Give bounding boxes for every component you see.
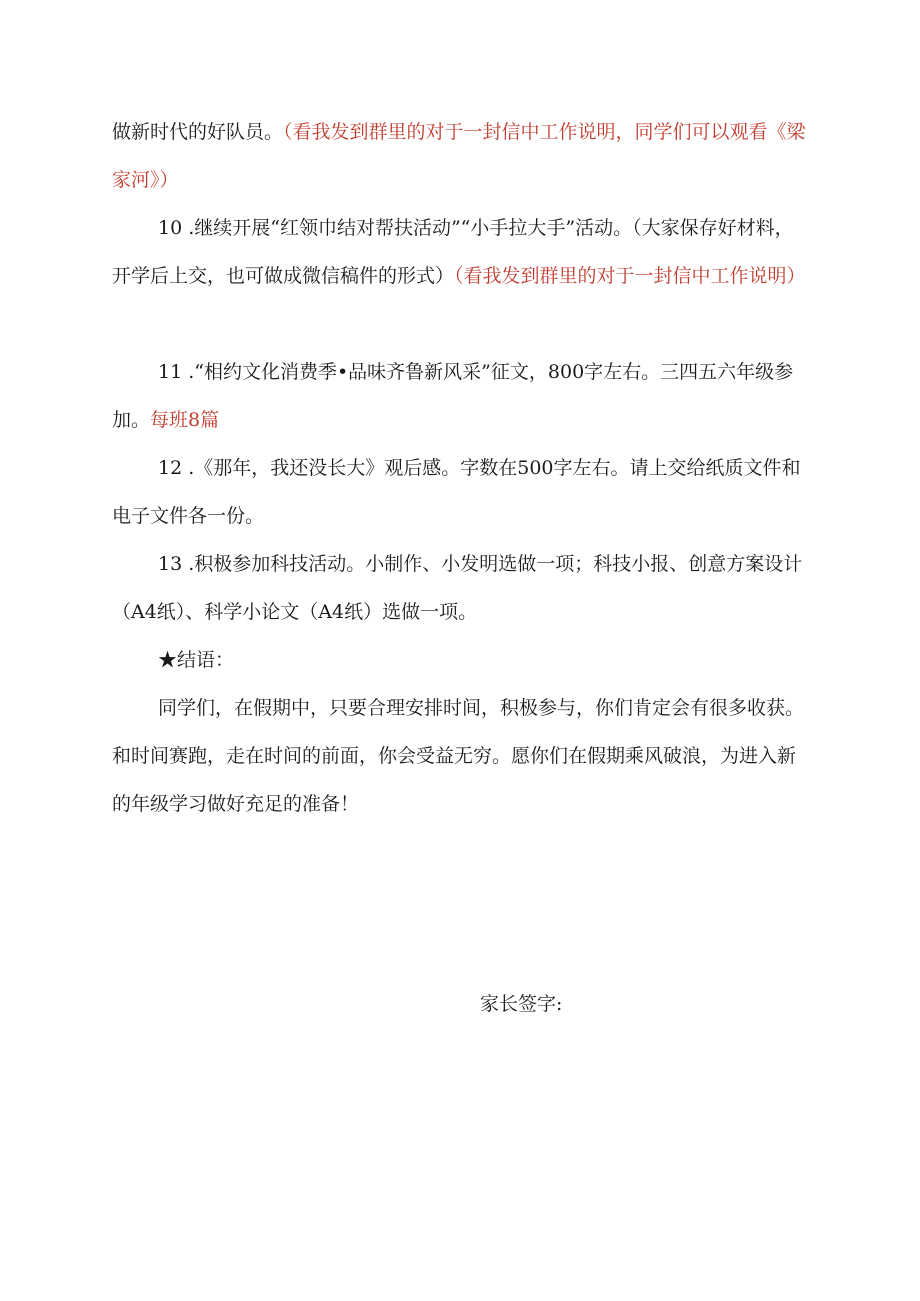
paragraph-item-11	[112, 348, 812, 444]
closing-text: 同学们，在假期中，只要合理安排时间，积极参与，你们肯定会有很多收获。和时间赛跑，走在时间的前面，你会受益无穷。愿你们在假期乘风破浪，为进入新的年级学习做好充足的准备！	[112, 697, 805, 815]
paragraph-continuation	[112, 108, 812, 204]
paragraph-text: 13 .积极参加科技活动。小制作、小发明选做一项；科技小报、创意方案设计（A4纸）、科学小论文（A4纸）选做一项。	[112, 553, 803, 623]
parent-signature-label: 家长签字:	[480, 993, 563, 1015]
paragraph-text: 做新时代的好队员。	[112, 121, 284, 143]
paragraph-note: 每班8篇	[150, 409, 220, 431]
closing-heading-text: ★结语：	[158, 649, 235, 671]
paragraph-text: 10 .继续开展“红领巾结对帮扶活动”“小手拉大手”活动。（大家保存好材料，开学后上交，也可做成微信稿件的形式）	[112, 217, 794, 287]
paragraph-item-13	[112, 540, 812, 636]
closing-paragraph	[112, 684, 812, 828]
paragraph-item-10	[112, 204, 812, 300]
paragraph-item-12	[112, 444, 812, 540]
closing-heading	[112, 636, 812, 684]
paragraph-note: （看我发到群里的对于一封信中工作说明）	[454, 265, 806, 287]
paragraph-note: （看我发到群里的对于一封信中工作说明，同学们可以观看《梁家河》）	[112, 121, 806, 191]
paragraph-text: 11 .“相约文化消费季•品味齐鲁新风采”征文，800字左右。三四五六年级参加。	[112, 361, 794, 431]
paragraph-text: 12 .《那年，我还没长大》观后感。字数在500字左右。请上交给纸质文件和电子文件各一份。	[112, 457, 801, 527]
